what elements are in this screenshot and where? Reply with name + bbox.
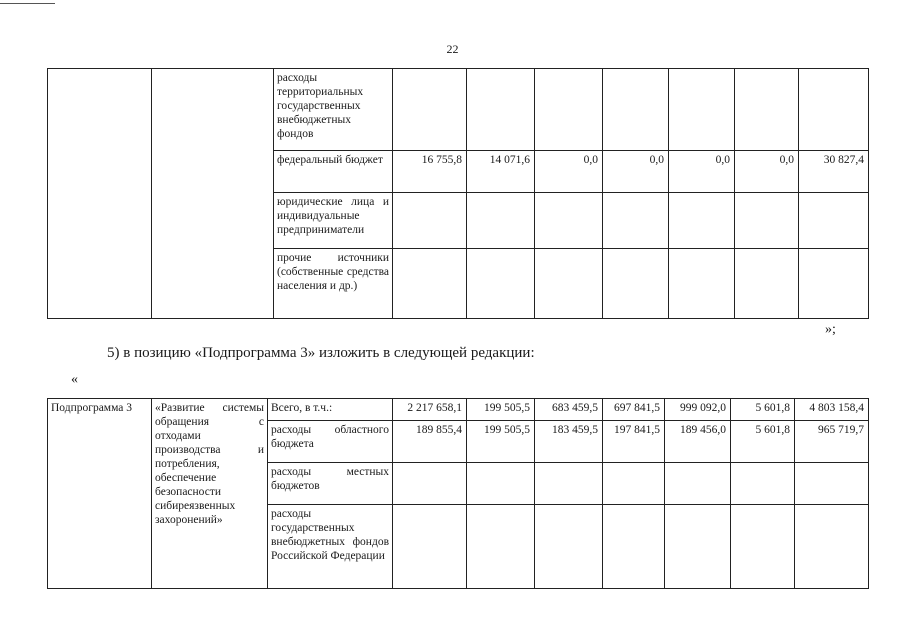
empty-name-cell: [152, 69, 274, 319]
value-cell: 30 827,4: [799, 151, 869, 193]
value-cell: 965 719,7: [795, 421, 869, 463]
value-cell: [467, 193, 535, 249]
value-cell: [393, 463, 467, 505]
empty-position-cell: [48, 69, 152, 319]
row-label: расходы областного бюджета: [268, 421, 393, 463]
value-cell: 5 601,8: [731, 421, 795, 463]
value-cell: [669, 69, 735, 151]
corner-line: [0, 3, 55, 4]
value-cell: [603, 193, 669, 249]
value-cell: [735, 69, 799, 151]
value-cell: 197 841,5: [603, 421, 665, 463]
row-label: юридические лица и индивидуальные предприниматели: [274, 193, 393, 249]
value-cell: [467, 505, 535, 589]
value-cell: 199 505,5: [467, 421, 535, 463]
value-cell: 189 456,0: [665, 421, 731, 463]
row-label: расходы территориальных государственных внебюджетных фондов: [274, 69, 393, 151]
value-cell: [393, 249, 467, 319]
value-cell: [535, 463, 603, 505]
value-cell: [535, 193, 603, 249]
row-label: расходы местных бюджетов: [268, 463, 393, 505]
row-label: Всего, в т.ч.:: [268, 399, 393, 421]
value-cell: [799, 249, 869, 319]
value-cell: [669, 249, 735, 319]
value-cell: [393, 69, 467, 151]
value-cell: [603, 505, 665, 589]
value-cell: 2 217 658,1: [393, 399, 467, 421]
value-cell: 697 841,5: [603, 399, 665, 421]
value-cell: 199 505,5: [467, 399, 535, 421]
value-cell: [467, 463, 535, 505]
value-cell: 0,0: [535, 151, 603, 193]
value-cell: 0,0: [603, 151, 669, 193]
value-cell: [603, 249, 669, 319]
row-label: федеральный бюджет: [274, 151, 393, 193]
row-label: расходы государственных внебюджетных фондов Российской Федерации: [268, 505, 393, 589]
top-table: [47, 68, 869, 319]
table-row: [48, 69, 869, 151]
value-cell: [731, 463, 795, 505]
opening-quote: «: [71, 372, 78, 387]
value-cell: [669, 193, 735, 249]
closing-quote: »;: [825, 322, 836, 337]
value-cell: 14 071,6: [467, 151, 535, 193]
value-cell: [467, 69, 535, 151]
subprogram-name-cell: «Развитие системы обращения с отходами производства и потребления, обеспечение безопасности сибиреязвенных захоронений»: [152, 399, 268, 589]
value-cell: [535, 505, 603, 589]
value-cell: 183 459,5: [535, 421, 603, 463]
value-cell: [735, 193, 799, 249]
value-cell: [467, 249, 535, 319]
value-cell: 16 755,8: [393, 151, 467, 193]
value-cell: [795, 505, 869, 589]
value-cell: [795, 463, 869, 505]
bottom-table: [47, 398, 869, 589]
value-cell: [603, 69, 669, 151]
value-cell: 0,0: [669, 151, 735, 193]
value-cell: 4 803 158,4: [795, 399, 869, 421]
value-cell: [799, 193, 869, 249]
page-number: 22: [446, 42, 459, 56]
row-label: прочие источники (собственные средства населения и др.): [274, 249, 393, 319]
value-cell: [735, 249, 799, 319]
value-cell: 999 092,0: [665, 399, 731, 421]
value-cell: [665, 505, 731, 589]
table-row: [48, 399, 869, 421]
value-cell: 189 855,4: [393, 421, 467, 463]
value-cell: [535, 69, 603, 151]
instruction-text: 5) в позицию «Подпрограмма 3» изложить в следующей редакции:: [107, 345, 535, 361]
value-cell: [393, 193, 467, 249]
position-cell: Подпрограмма 3: [48, 399, 152, 589]
value-cell: 5 601,8: [731, 399, 795, 421]
value-cell: [665, 463, 731, 505]
value-cell: [535, 249, 603, 319]
value-cell: [603, 463, 665, 505]
value-cell: [731, 505, 795, 589]
value-cell: [393, 505, 467, 589]
value-cell: [799, 69, 869, 151]
value-cell: 683 459,5: [535, 399, 603, 421]
value-cell: 0,0: [735, 151, 799, 193]
